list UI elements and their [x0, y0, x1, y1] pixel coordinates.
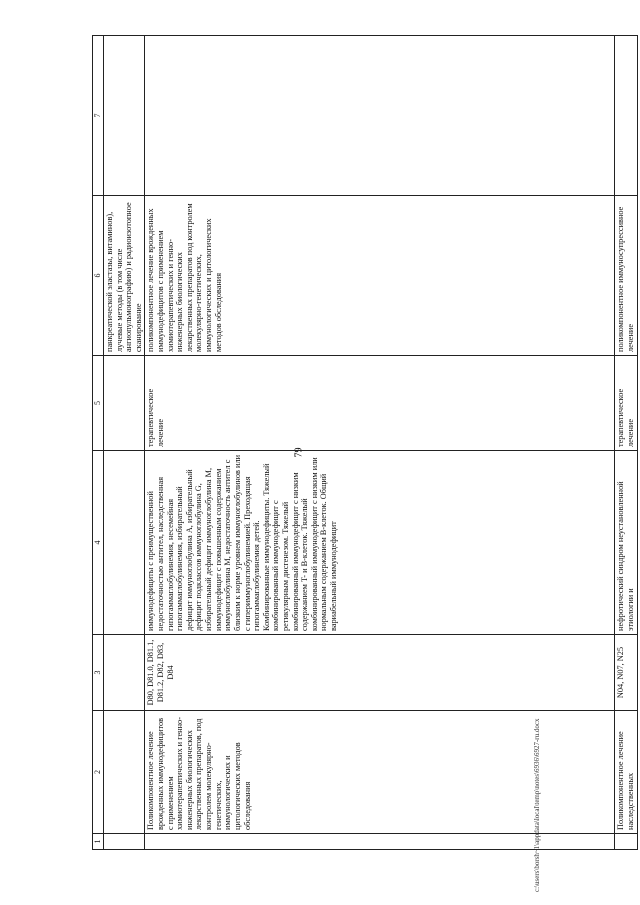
cell-index — [104, 834, 145, 850]
table-row — [145, 36, 615, 850]
cell-care-type — [104, 711, 145, 834]
cell-extra — [615, 36, 637, 196]
column-number-3: 3 — [93, 635, 104, 711]
medical-care-table — [92, 35, 638, 850]
column-number-1: 1 — [93, 834, 104, 850]
column-number-4: 4 — [93, 451, 104, 635]
cell-icd-codes: D80, D81.0, D81.1, D81.2, D82, D83, D84 — [145, 635, 615, 711]
cell-diagnosis — [104, 451, 145, 635]
cell-index — [145, 834, 615, 850]
column-number-6: 6 — [93, 196, 104, 356]
cell-index — [615, 834, 637, 850]
cell-diagnosis: иммунодефициты с преимущественной недостаточностью антител, наследственная гипогаммаглобулинемия, несемейная гипогаммаглобулинемия, избирательный дефицит иммуноглобулина A, избирательный дефицит подклассов иммуноглобулина G, избирательный дефицит иммуноглобулина M, иммунодефицит с повышенным содержанием иммуноглобулина M, недостаточность антител с близким к норме уровнем иммуноглобулинов или с гипериммуноглобулинемией. Преходящая гипогаммаглобулинемия детей. Комбинированные иммунодефициты. Тяжелый комбинированный иммунодефицит с ретикулярным дисгенезом. Тяжелый комбинированный иммунодефицит с низким содержанием T- и B-клеток. Тяжелый комбинированный иммунодефицит с низким или нормальным содержанием B-клеток. Общий вариабельный иммунодефицит — [145, 451, 615, 635]
cell-treatment-method: поликомпонентное лечение врожденных иммунодефицитов с применением химиотерапевтических и генно-инженерных биологических лекарственных препаратов под контролем молекулярно-генетических, иммунологических и цитологических методов обследования — [145, 196, 615, 356]
cell-treatment-method: поликомпонентное иммуносупрессивное лечение — [615, 196, 637, 356]
column-number-5: 5 — [93, 356, 104, 451]
column-number-7: 7 — [93, 36, 104, 196]
cell-diagnosis: нефротический синдром неустановленной этиологии и — [615, 451, 637, 635]
table-row — [104, 36, 145, 850]
cell-care-type: Поликомпонентное лечение наследственных — [615, 711, 637, 834]
cell-icd-codes: N04, N07, N25 — [615, 635, 637, 711]
cell-treatment-method: панкреатической эластазы, витаминов), лучевые методы (в том числе ангиопульмонографию) и радиоизотопное сканирование — [104, 196, 145, 356]
document-footer-path: c:\users\borsh~1\appdata\local\temp\notes\6936\6927-ru.docx — [533, 718, 541, 892]
cell-treatment-type: терапевтическое лечение — [145, 356, 615, 451]
cell-extra — [145, 36, 615, 196]
cell-care-type: Поликомпонентное лечение врожденных иммунодефицитов с применением химиотерапевтических и генно-инженерных биологических лекарственных препаратов, под контролем молекулярно-генетических, иммунологических и цитологических методов обследования — [145, 711, 615, 834]
cell-extra — [104, 36, 145, 196]
table-row — [615, 36, 637, 850]
cell-treatment-type — [104, 356, 145, 451]
page-number: 79 — [293, 447, 305, 458]
table-container — [92, 36, 636, 850]
column-number-2: 2 — [93, 711, 104, 834]
table-header-row — [93, 36, 104, 850]
cell-icd-codes — [104, 635, 145, 711]
cell-treatment-type: терапевтическое лечение — [615, 356, 637, 451]
